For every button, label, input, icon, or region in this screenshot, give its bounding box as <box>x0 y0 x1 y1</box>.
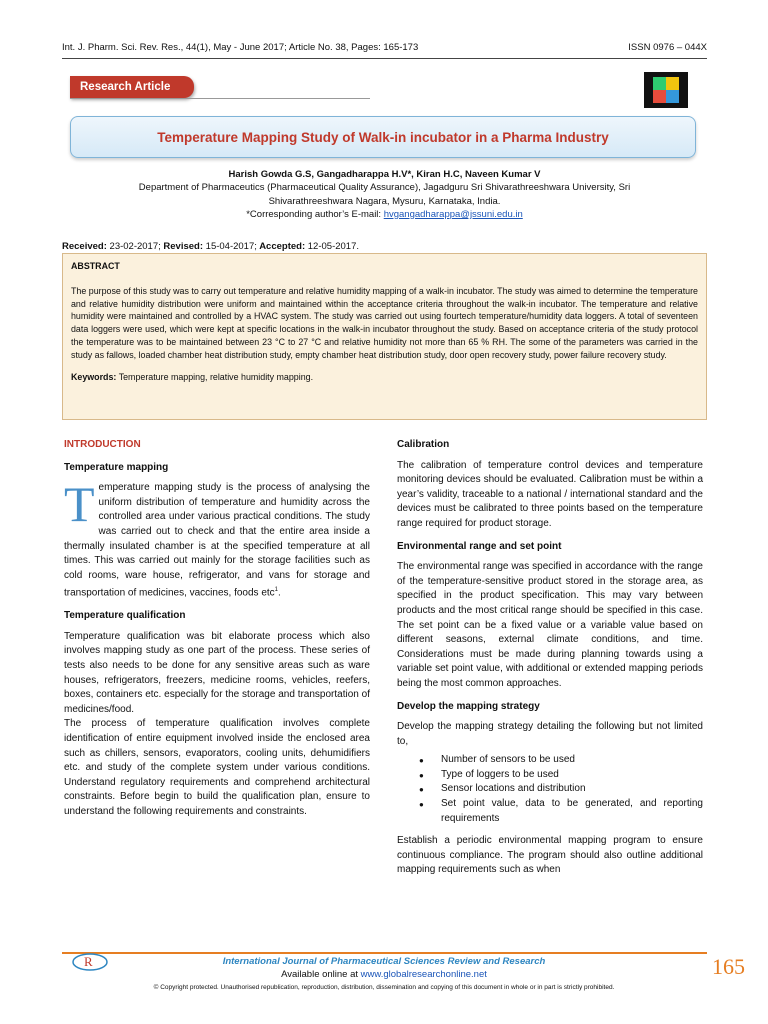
keywords-label: Keywords: <box>71 371 117 382</box>
citation: Int. J. Pharm. Sci. Rev. Res., 44(1), May - June 2017; Article No. 38, Pages: 165-173 <box>62 42 419 53</box>
journal-logo-icon <box>644 72 688 108</box>
calibration-heading: Calibration <box>397 439 450 450</box>
list-item: ● Type of loggers to be used <box>419 768 703 783</box>
title-banner <box>70 116 696 158</box>
environmental-range-paragraph: The environmental range was specified in accordance with the range of the temperature-sensitive product stored in the storage area, as specified in the product specification. This may vary between products and the most critical range should be specified in this case. The set point can be a fixed value or a variable value based on different seasons, external climate conditions, and time. Considerations must be made during planning towards using a variable set point value, with additional or extended mapping periods being the most common approaches. <box>397 561 703 689</box>
website-link[interactable]: www.globalresearchonline.net <box>360 969 487 980</box>
list-item: ● Set point value, data to be generated, and reporting requirements <box>419 797 703 826</box>
temperature-mapping-heading: Temperature mapping <box>64 461 169 473</box>
abstract-box <box>62 253 707 420</box>
abstract-body: The purpose of this study was to carry out temperature and relative humidity mapping of a walk-in incubator. The study was aimed to determine the temperature and relative humidity distribution were uniform and maintained within the acceptance criteria throughout the walk-in incubator. The temperature and relative humidity were maintained and controlled by a HVAC system. The study was carried out using fourtech temperature/humidity data loggers. A total of seventeen data loggers were used, which were kept at specific locations in the walk-in incubator throughout the study. Based on acceptance criteria of the study protocol the temperature was to be maintained between 23 °C to 27 °C and relative humidity not more than 65 % RH. The some of the parameters was carried in the study as fallows, loaded chamber heat distribution study, empty chamber heat distribution study, door open recovery study, power failure recovery study. <box>71 285 698 360</box>
temperature-qualification-para-1: Temperature qualification was bit elaborate process which also involves mapping study as one part of the process. These series of tests also needs to be done for any sensitive areas such as ware houses, refrigerators, freezers, medicine rooms, vehicles, reefers, boxes, containers etc. especially for the storage and transportation of medicines/food. <box>64 630 370 715</box>
strategy-bullet-list <box>419 753 703 826</box>
copyright-notice: © Copyright protected. Unauthorised republication, reproduction, distribution, dissemination and copying of this document in whole or in part is strictly prohibited. <box>153 984 615 991</box>
corresponding-label: *Corresponding author’s E-mail: <box>246 208 382 220</box>
revised-date: 15-04-2017; <box>205 241 257 252</box>
affiliation-line-1: Department of Pharmaceutics (Pharmaceutical Quality Assurance), Jagadguru Sri Shivarathreeshwara University, Sri <box>138 182 631 194</box>
author-names: Harish Gowda G.S, Gangadharappa H.V*, Kiran H.C, Naveen Kumar V <box>228 169 541 180</box>
received-date: 23-02-2017; <box>109 241 161 252</box>
temperature-qualification-heading: Temperature qualification <box>64 610 186 622</box>
header-divider <box>62 58 707 59</box>
research-article-badge: Research Article <box>70 76 194 98</box>
left-column <box>64 438 370 828</box>
abstract-heading: ABSTRACT <box>71 261 120 271</box>
email-link[interactable]: hvgangadharappa@jssuni.edu.in <box>383 208 523 220</box>
keywords-text: Temperature mapping, relative humidity mapping. <box>118 371 314 382</box>
footer-divider <box>62 952 707 954</box>
right-column <box>397 438 703 886</box>
reference-1[interactable]: 1 <box>274 587 279 594</box>
introduction-heading: INTRODUCTION <box>64 439 141 450</box>
dates-line <box>62 241 359 252</box>
issn: ISSN 0976 – 044X <box>628 42 707 53</box>
list-item: ● Number of sensors to be used <box>419 753 703 768</box>
running-header <box>62 42 707 53</box>
corresponding-author <box>62 208 707 221</box>
available-label: Available online at <box>281 969 359 980</box>
affiliation-line-2: Shivarathreeshwara Nagara, Mysuru, Karnataka, India. <box>268 195 501 207</box>
revised-label: Revised: <box>163 241 204 252</box>
page-number: 165 <box>712 954 745 979</box>
received-label: Received: <box>62 241 107 252</box>
calibration-paragraph: The calibration of temperature control devices and temperature monitoring devices should be evaluated. Calibration must be within a year’s validity, traceable to a national / international standard and the devices must be calibrated to three points based on the temperature range required for product storage. <box>397 459 703 529</box>
accepted-label: Accepted: <box>259 241 306 252</box>
accepted-date: 12-05-2017. <box>307 241 359 252</box>
temperature-qualification-para-2: The process of temperature qualification involves complete identification of entire equipment involved inside the enclosed area such as chillers, sensors, evaporators, cooling units, dehumidifiers etc. and study of the complete system under various conditions. Understand regulatory requirements and comprehend architectural constraints. Before begin to build the qualification plan, ensure to understand the following requirements and constraints. <box>64 718 370 817</box>
mapping-strategy-heading: Develop the mapping strategy <box>397 700 540 712</box>
list-item: ● Sensor locations and distribution <box>419 782 703 797</box>
temperature-mapping-paragraph: Temperature mapping study is the process of analysing the uniform distribution of temperature and humidity across the controlled area under various practical conditions. The study was carried out to check and that the entire area inside a thermally insulated chamber is at the specified temperature at all times. This was carried out mainly for the storage facilities such as cold rooms, ware house, refrigerator, and vans for storage and transportation of medicines, vaccines, foods etc$^1$. <box>64 476 370 599</box>
environmental-range-heading: Environmental range and set point <box>397 540 562 552</box>
footer-availability <box>0 969 768 980</box>
mapping-strategy-paragraph: Develop the mapping strategy detailing the following but not limited to, <box>397 721 703 747</box>
temperature-mapping-text: emperature mapping study is the process of analysing the uniform distribution of temperature and humidity across the controlled area under various practical conditions. The study was carried out to check and that the entire area inside a thermally insulated chamber is at the specified temperature at all times. This was carried out mainly for the storage facilities such as cold rooms, ware house, refrigerator, and vans for storage and transportation of medicines, vaccines, foods etc <box>64 482 370 599</box>
paper-title: Temperature Mapping Study of Walk-in incubator in a Pharma Industry <box>157 129 609 145</box>
author-block <box>62 168 707 221</box>
svg-text:R: R <box>84 954 93 969</box>
establish-program-paragraph: Establish a periodic environmental mapping program to ensure continuous compliance. The program should also outline additional mapping requirements such as when <box>397 835 703 876</box>
drop-cap: T <box>64 476 95 533</box>
footer-journal-name: International Journal of Pharmaceutical Sciences Review and Research <box>222 956 546 967</box>
keywords <box>71 371 698 384</box>
